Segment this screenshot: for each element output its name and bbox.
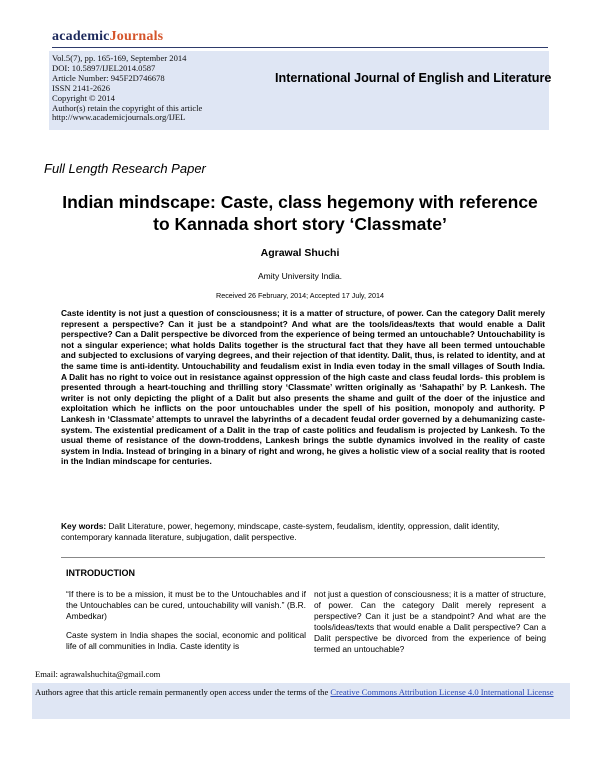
meta-journal-url[interactable]: http://www.academicjournals.org/IJEL: [52, 112, 186, 123]
license-footer: [32, 683, 570, 719]
paper-title: Indian mindscape: Caste, class hegemony with reference to Kannada short story ‘Classmate’: [62, 192, 538, 234]
author-name: Agrawal Shuchi: [260, 247, 340, 259]
logo-text-academic: academic: [52, 29, 110, 44]
abstract: Caste identity is not just a question of consciousness; it is a matter of structure, of power. Can the category Dalit merely represent a perspective? Can it just be a standpoint? And what are the tools/ideas/texts that would enable a Dalit perspective? Can a Dalit perspective be divorced from the experience of being termed an untouchable? Untouchability is not a singular experience; what holds Dalits together is the structural fact that they have all been termed untouchable and subjected to exclusions of varying degrees, and their rejection of that identity. Dalit, thus, is related to identity, and at the same time is anti-identity. Untouchability and feudalism exist in India even today in the small villages of South India. A Dalit has no right to voice out in resistance against oppression of the high caste and class feudal lords- this problem is presented through a heart-touching and thrilling story ‘Classmate’ written originally as ‘Sahapathi’ by P. Lankesh. The writer is not only depicting the plight of a Dalit but also presents the shame and guilt of the doer of the injustice and exploitation which he inflicts on the poor untouchables under the spell of his position, monopoly and authority. P Lankesh in ‘Classmate’ attempts to unravel the labyrinths of a decadent feudal order governed by a dehumanizing caste-system. The existential predicament of a Dalit in the trap of caste politics and feudalism is projected by Lankesh. To the usual theme of resistance of the down-troddens, Lankesh brings the subtle dynamics involved in the reality of caste system in India. Instead of bringing in a binary of right and wrong, he gives a holistic view of a social reality that is rooted in the Indian mindscape for centuries.: [61, 308, 545, 467]
intro-paragraph-1: Caste system in India shapes the social, economic and political life of all communities in India. Caste identity is: [66, 630, 306, 652]
meta-volume: Vol.5(7), pp. 165-169, September 2014: [52, 53, 187, 63]
keywords-list: Dalit Literature, power, hegemony, mindscape, caste-system, feudalism, identity, oppression, dalit identity, contemporary kannada literature, subjugation, dalit perspective.: [61, 521, 500, 542]
license-notice: [35, 686, 567, 699]
keywords-label: Key words:: [61, 521, 107, 531]
logo-underline: [52, 47, 548, 48]
publisher-logo: [52, 29, 163, 45]
introduction-heading: INTRODUCTION: [66, 568, 135, 578]
journal-title: International Journal of English and Literature: [275, 71, 552, 85]
intro-paragraph-2: not just a question of consciousness; it is a matter of structure, of power. Can the category Dalit merely represent a perspective? Can it just be a standpoint? And what are the tools/ideas/texts that would enable a Dalit perspective? Can a Dalit perspective be divorced from the experience of being termed an untouchable?: [314, 589, 546, 655]
meta-article-number: Article Number: 945F2D746678: [52, 72, 165, 83]
article-metadata: [52, 54, 202, 123]
meta-copyright: Copyright © 2014: [52, 92, 115, 103]
journal-header: [49, 51, 552, 130]
paper-type: Full Length Research Paper: [44, 161, 206, 176]
meta-issn: ISSN 2141-2626: [52, 82, 111, 93]
corresponding-email: Email: agrawalshuchita@gmail.com: [35, 669, 161, 679]
section-divider: [61, 557, 545, 558]
received-dates: Received 26 February, 2014; Accepted 17 July, 2014: [216, 291, 384, 300]
author-affiliation: Amity University India.: [257, 271, 343, 281]
license-link[interactable]: Creative Commons Attribution License 4.0 International License: [330, 687, 554, 697]
keywords: [61, 521, 545, 543]
license-text: Authors agree that this article remain permanently open access under the terms of the: [35, 687, 331, 697]
body-column-right: [314, 589, 546, 656]
logo-text-journals: Journals: [109, 29, 164, 44]
body-column-left: [66, 589, 306, 660]
meta-doi: DOI: 10.5897/IJEL2014.0587: [52, 62, 156, 73]
meta-rights: Author(s) retain the copyright of this article: [52, 102, 203, 113]
epigraph-quote: “If there is to be a mission, it must be to the Untouchables and if the Untouchables can be cured, untouchability will vanish.” (B.R. Ambedkar): [66, 589, 306, 622]
